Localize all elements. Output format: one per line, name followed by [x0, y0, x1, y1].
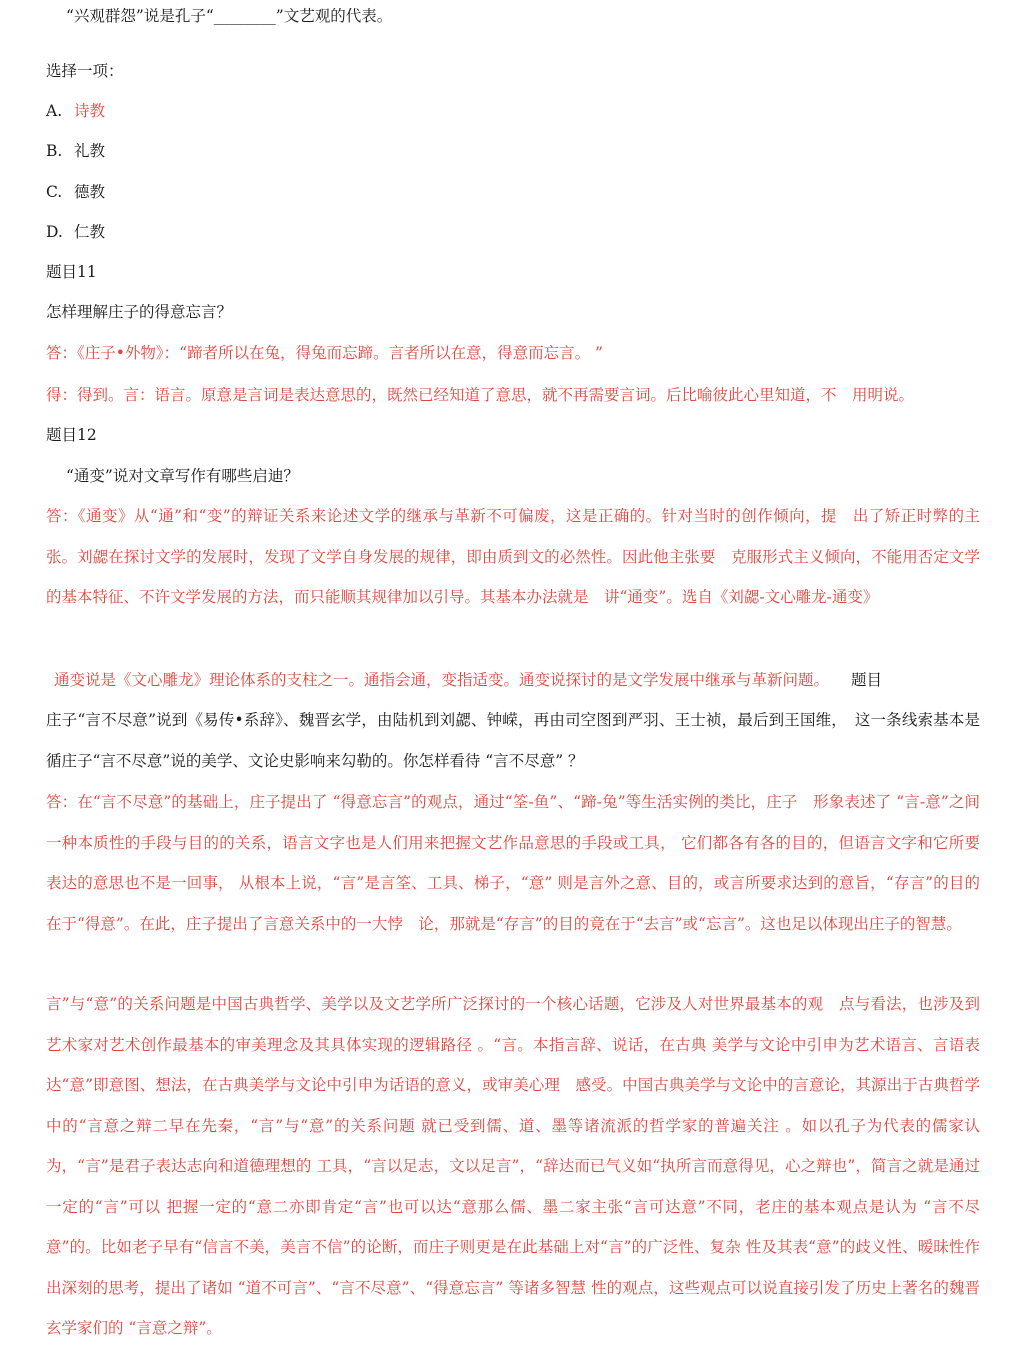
q11-answer-1: 答：《庄子•外物》：“蹄者所以在兔，得兔而忘蹄。言者所以在意，得意而忘言。 ”: [46, 344, 603, 362]
option-b[interactable]: [46, 139, 980, 163]
q12-note: 通变说是《文心雕龙》理论体系的支柱之一。通指会通，变指适变。通变说探讨的是文学发展中继承与革新问题。: [54, 671, 830, 689]
q11-title: 题目11: [46, 263, 97, 281]
q12-question: “通变”说对文章写作有哪些启迪？: [66, 467, 299, 485]
option-letter: A.: [46, 102, 63, 120]
option-text: 德教: [74, 183, 106, 201]
q13-answer-1: 答：在“言不尽意”的基础上，庄子提出了 “得意忘言”的观点，通过“筌-鱼”、“蹄-兔”等生活实例的类比，庄子 形象表述了 “言-意”之间一种本质性的手段与目的的关系，语言文字也是人们用来把握文艺作品意思的手段或工具， 它们都各有各的目的，但语言文字和它所要表达的意思也不是一回事， 从根本上说，“言”是言筌、工具、梯子，“意” 则是言外之意、目的，或言所要求达到的意旨，“存言”的目的在于“得意”。在此，庄子提出了言意关系中的一大悖 论，那就是“存言”的目的竟在于“去言”或“忘言”。这也足以体现出庄子的智慧。: [46, 793, 980, 933]
option-letter: B.: [46, 142, 63, 160]
option-text: 仁教: [74, 223, 106, 241]
q13-answer-2: 言”与“意”的关系问题是中国古典哲学、美学以及文艺学所广泛探讨的一个核心话题，它涉及人对世界最基本的观 点与看法，也涉及到艺术家对艺术创作最基本的审美理念及其具体实现的逻辑路径 。“言。本指言辞、说话，在古典 美学与文论中引申为艺术语言、言语表达“意”即意图、想法，在古典美学与文论中引申为话语的意义，或审美心理 感受。中国古典美学与文论中的言意论，其源出于古典哲学中的“言意之辩二早在先秦，“言”与“意”的关系问题 就已受到儒、道、墨等诸流派的哲学家的普遍关注 。如以孔子为代表的儒家认为，“言”是君子表达志向和道德理想的 工具，“言以足志，文以足言”，“辞达而已气义如“执所言而意得见，心之辩也”，简言之就是通过一定的“言”可以 把握一定的“意二亦即肯定“言”也可以达“意那么儒、墨二家主张“言可达意”不同，老庄的基本观点是认为 “言不尽意”的。比如老子早有“信言不美，美言不信”的论断，而庄子则更是在此基础上对“言”的广泛性、复杂 性及其表“意”的歧义性、暧昧性作出深刻的思考，提出了诸如 “道不可言”、“言不尽意”、“得意忘言” 等诸多智慧 性的观点，这些观点可以说直接引发了历史上著名的魏晋玄学家们的 “言意之辩”。: [46, 995, 980, 1337]
q13-question: 庄子“言不尽意”说到《易传•系辞》、魏晋玄学，由陆机到刘勰、钟嵘，再由司空图到严羽、王士祯，最后到王国维， 这一条线索基本是循庄子“言不尽意”说的美学、文论史影响来勾勒的。你怎样看待 “言不尽意” ？: [46, 711, 980, 770]
q11-question: 怎样理解庄子的得意忘言？: [46, 303, 233, 321]
option-letter: C.: [46, 183, 63, 201]
option-letter: D.: [46, 223, 63, 241]
q12-title: 题目12: [46, 426, 97, 444]
q10-stem: “兴观群怨”说是孔子“________”文艺观的代表。: [66, 7, 393, 25]
option-a[interactable]: [46, 99, 980, 123]
q12-answer: 答：《通变》从“通”和“变”的辩证关系来论述文学的继承与革新不可偏废，这是正确的。针对当时的创作倾向，提 出了矫正时弊的主张。刘勰在探讨文学的发展时，发现了文学自身发展的规律，即由质到文的必然性。因此他主张要 克服形式主义倾向，不能用否定文学的基本特征、不许文学发展的方法，而只能顺其规律加以引导。其基本办法就是 讲“通变”。选自《刘勰-文心雕龙-通变》: [46, 507, 980, 606]
option-d[interactable]: [46, 220, 980, 244]
q12-note-line: [46, 668, 980, 692]
next-question-title: 题目: [851, 671, 883, 689]
option-text: 礼教: [74, 142, 106, 160]
q11-answer-2: 得：得到。言：语言。原意是言词是表达意思的，既然已经知道了意思，就不再需要言词。后比喻彼此心里知道，不 用明说。: [46, 386, 915, 404]
option-c[interactable]: [46, 180, 980, 204]
option-text: 诗教: [74, 102, 106, 120]
q10-prompt: 选择一项：: [46, 62, 124, 80]
